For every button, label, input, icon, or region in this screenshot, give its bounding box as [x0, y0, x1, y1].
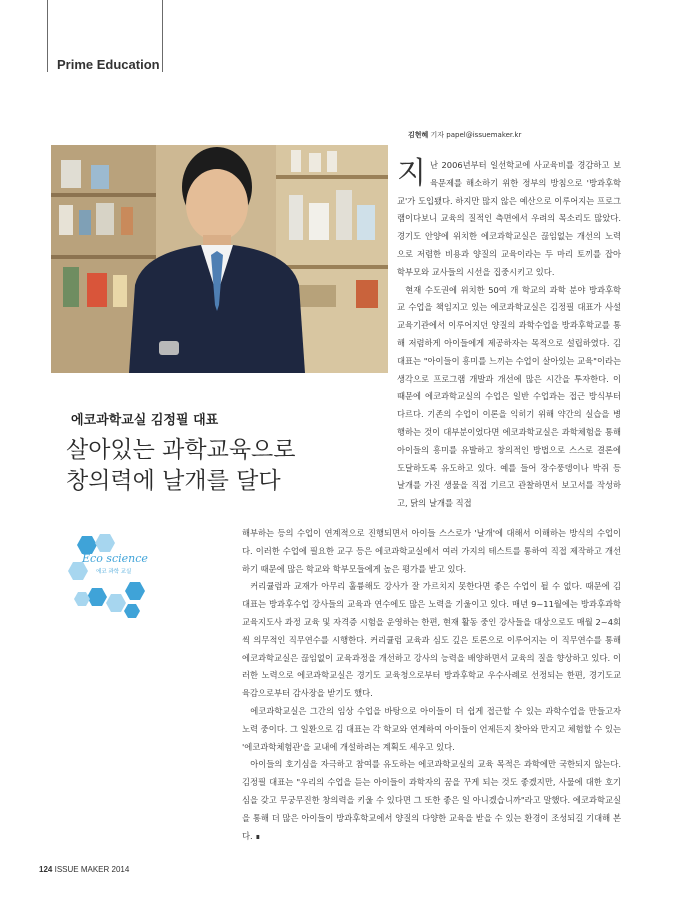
magazine-name: ISSUE MAKER: [54, 865, 110, 874]
paragraph-5: 에코과학교실은 그간의 임상 수업을 바탕으로 아이들이 더 쉽게 접근할 수 있는 과학수업을 만들고자 노력 중이다. 그 일환으로 김 대표는 각 학교와 연계하여 아이들이 언제든지 찾아와 만지고 체험할 수 있는 '에코과학체험관'을 교내에 개설하려는 계획도 세우고 있다.: [242, 705, 621, 752]
headline-line-1: 살아있는 과학교육으로: [66, 437, 296, 463]
portrait-photo: [51, 145, 388, 373]
issue-year: 2014: [111, 865, 130, 874]
byline: [408, 130, 521, 140]
article-headline: [66, 435, 386, 497]
eco-science-logo: [68, 532, 158, 622]
logo-title: Eco science: [82, 552, 148, 565]
paragraph-1: [397, 157, 621, 282]
paragraph-4: 커리큘럼과 교재가 아무리 훌륭해도 강사가 잘 가르치지 못한다면 좋은 수업이 될 수 없다. 때문에 김 대표는 방과후수업 강사들의 교육과 연수에도 많은 노력을 기울이고 있다. 매년 9~11월에는 방과후과학교육지도사 과정 교육 및 자격증 시험을 운영하는 한편, 현재 활동 중인 강사들을 대상으로도 매월 2~4회씩 의무적인 직무연수를 시행한다. 커리큘럼 교육과 심도 깊은 토론으로 이루어지는 이 직무연수를 통해 에코과학교실은 끊임없이 교육과정을 개선하고 강사의 능력을 배양하면서 교육의 질을 향상하고 있다. 이러한 노력으로 에코과학교실은 경기도 교육청으로부터 방과후학교 우수사례로 선정되는 한편, 경기도교육감으로부터 감사장을 받기도 했다.: [242, 581, 621, 699]
page-footer: [39, 865, 129, 874]
dropcap: 지: [397, 156, 426, 191]
paragraph-2: 현재 수도권에 위치한 50여 개 학교의 과학 분야 방과후학교 수업을 책임지고 있는 에코과학교실은 김정필 대표가 사설교육기관에서 이루어지던 양질의 과학수업을 방과후학교를 통해 저렴하게 아이들에게 제공하자는 목적으로 설립하였다. 김 대표는 "아이들이 흥미를 느끼는 수업이 살아있는 교육"이라는 생각으로 프로그램 개발과 개선에 많은 시간을 투자한다. 이 때문에 에코과학교실의 수업은 일반 수업과는 접근 방식부터 다르다. 기존의 수업이 이론을 익히기 위해 약간의 실습을 병행하는 것이 대부분이었다면 에코과학교실은 과학체험을 통해 아이들의 흥미를 유발하고 창의적인 방법으로 스스로 결론에 도달하도록 유도하고 있다. 예를 들어 장수풍뎅이나 박쥐 등 날개를 가진 생물을 직접 기르고 관찰하면서 보고서를 작성하고, 닭의 날개를 직접: [397, 284, 621, 509]
byline-email: papel@issuemaker.kr: [446, 131, 522, 139]
article-kicker: 에코과학교실 김정필 대표: [71, 413, 219, 428]
hexagon-icon: [68, 534, 145, 618]
article-column-wide: [242, 525, 621, 845]
byline-role: 기자: [430, 131, 445, 139]
article-column-right: [397, 157, 621, 513]
section-label: Prime Education: [57, 57, 160, 72]
header-rule-left: [47, 0, 48, 72]
headline-line-2: 창의력에 날개를 달다: [66, 468, 281, 494]
logo-subtitle: 에코 과학 교실: [96, 569, 132, 575]
paragraph-6: 아이들의 호기심을 자극하고 참여를 유도하는 에코과학교실의 교육 목적은 과학에만 국한되지 않는다. 김정필 대표는 "우리의 수업을 듣는 아이들이 과학자의 꿈을 꾸게 되는 것도 좋겠지만, 사물에 대한 호기심을 갖고 무궁무진한 창의력을 키울 수 있다면 그 또한 좋은 일 아니겠습니까"라고 말했다. 에코과학교실을 통해 더 많은 아이들이 방과후학교에서 양질의 다양한 교육을 받을 수 있는 환경이 조성되길 기대해 본다. ∎: [242, 759, 621, 841]
byline-name: 김현혜: [408, 131, 429, 139]
header-rule-right: [162, 0, 163, 72]
paragraph-1-text: 난 2006년부터 일선학교에 사교육비를 경감하고 보육문제를 해소하기 위한 정부의 방침으로 '방과후학교'가 도입됐다. 하지만 많지 않은 예산으로 이루어지는 프로그램이다보니 교육의 질적인 측면에서 우려의 목소리도 많았다. 경기도 안양에 위치한 에코과학교실은 끊임없는 개선의 노력으로 저렴한 비용과 양질의 교육이라는 두 마리 토끼를 잡아 학부모와 교사들의 시선을 집중시키고 있다.: [397, 160, 621, 277]
page-number: 124: [39, 865, 53, 874]
paragraph-3: 해부하는 등의 수업이 연계적으로 진행되면서 아이들 스스로가 '날개'에 대해서 이해하는 방식의 수업이다. 이러한 수업에 필요한 교구 등은 에코과학교실에서 여러 가지의 테스트를 통하여 직접 제작하고 개선하기 때문에 많은 학교와 학부모들에게 높은 평가를 받고 있다.: [242, 528, 621, 574]
